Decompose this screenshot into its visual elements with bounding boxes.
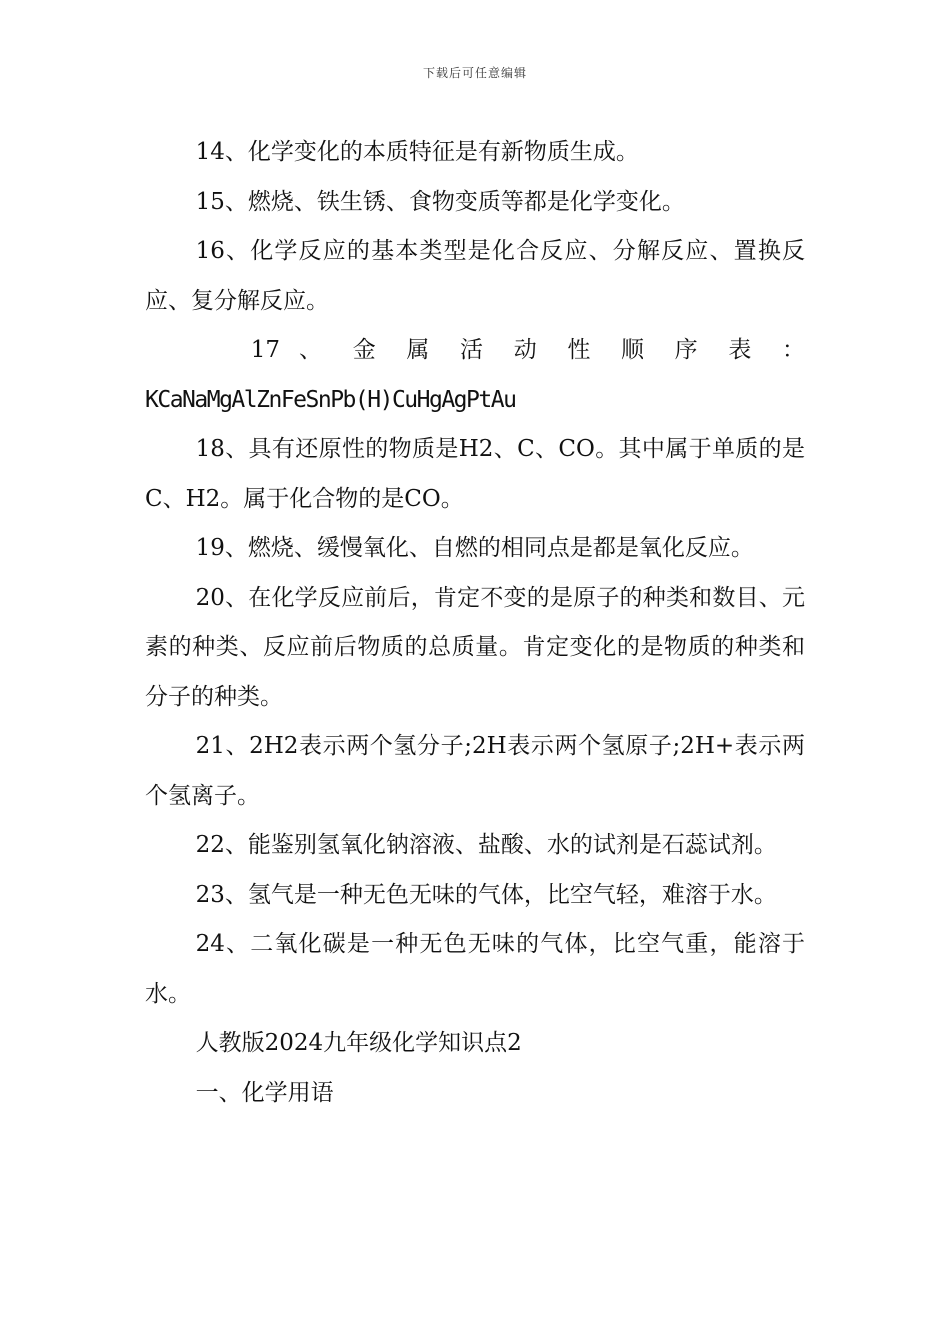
- document-body: [145, 128, 805, 1118]
- page-header-note: 下载后可任意编辑: [422, 66, 527, 80]
- paragraph-17-heading: 17 、 金 属 活 动 性 顺 序 表 ：: [250, 337, 805, 363]
- paragraph-18: 18、具有还原性的物质是H2、C、CO。其中属于单质的是C、H2。属于化合物的是CO。: [145, 436, 805, 512]
- paragraph-23: 23、氢气是一种无色无味的气体，比空气轻，难溶于水。: [195, 881, 777, 908]
- paragraph-14: 14、化学变化的本质特征是有新物质生成。: [195, 139, 639, 165]
- section-heading-chemical-terms: 一、化学用语: [195, 1079, 334, 1106]
- paragraph-19: 19、燃烧、缓慢氧化、自燃的相同点是都是氧化反应。: [195, 535, 754, 561]
- metal-activity-series: KCaNaMgAlZnFeSnPb(H)CuHgAgPtAu: [145, 386, 516, 413]
- paragraph-22: 22、能鉴别氢氧化钠溶液、盐酸、水的试剂是石蕊试剂。: [195, 832, 777, 858]
- paragraph-21: 21、2H2表示两个氢分子;2H表示两个氢原子;2H+表示两个氢离子。: [145, 733, 805, 809]
- paragraph-15: 15、燃烧、铁生锈、食物变质等都是化学变化。: [195, 188, 685, 215]
- section-title: 人教版2024九年级化学知识点2: [195, 1030, 522, 1056]
- paragraph-20: 20、在化学反应前后，肯定不变的是原子的种类和数目、元素的种类、反应前后物质的总质量。肯定变化的是物质的种类和分子的种类。: [145, 584, 805, 710]
- paragraph-24: 24、二氧化碳是一种无色无味的气体，比空气重，能溶于水。: [145, 931, 805, 1007]
- paragraph-16: 16、化学反应的基本类型是化合反应、分解反应、置换反应、复分解反应。: [145, 238, 805, 314]
